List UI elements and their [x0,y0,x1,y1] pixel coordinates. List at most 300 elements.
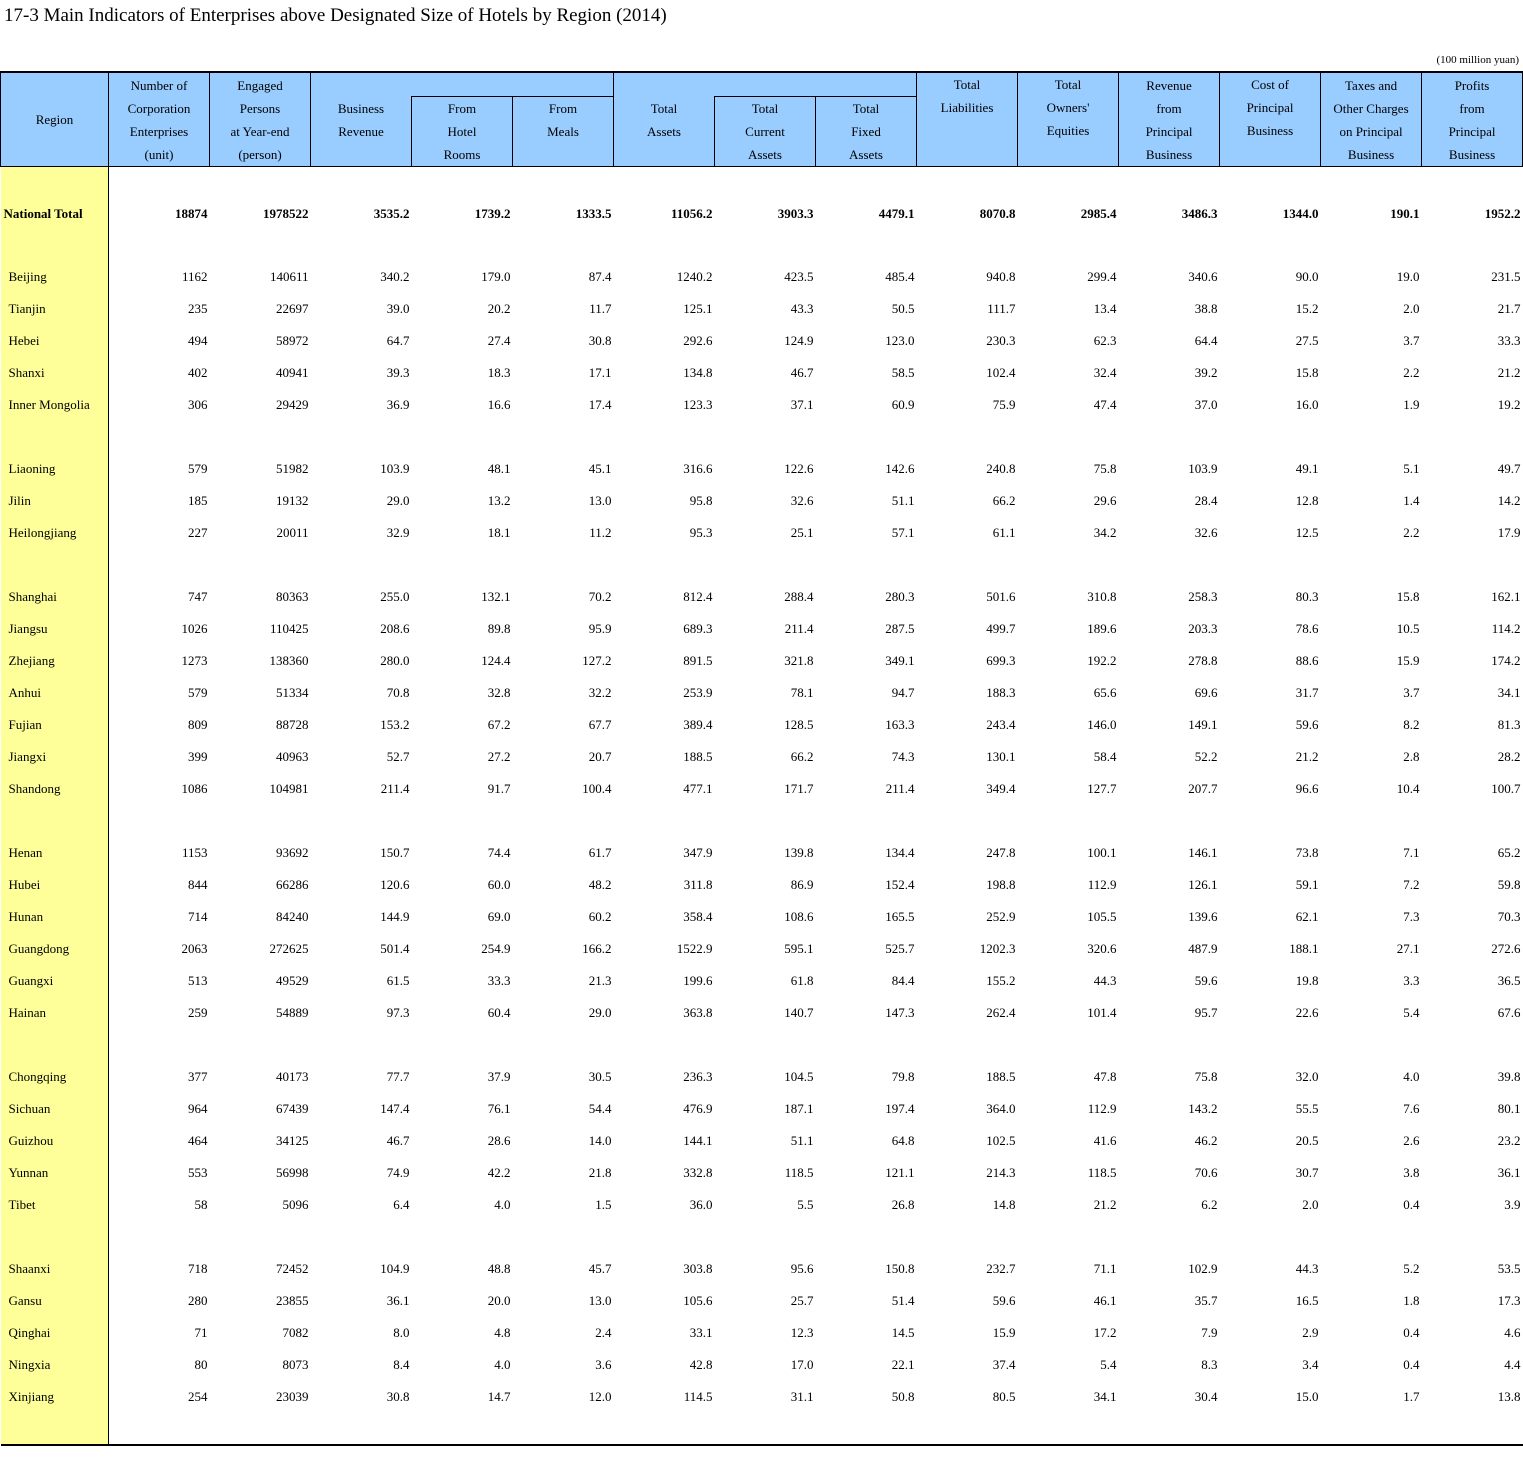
value-cell: 280.0 [380,652,410,668]
region-cell: Beijing [1,261,109,293]
value-cell: 2985.4 [1080,205,1117,221]
region-cell [1,167,109,199]
value-cell: 17.0 [790,1356,814,1372]
value-cell: 93692 [276,844,309,860]
value-cell: 105.6 [683,1292,713,1308]
region-cell: Yunnan [1,1157,109,1189]
value-cell: 65.2 [1497,844,1521,860]
value-cell: 255.0 [380,588,410,604]
value-cell: 20.0 [487,1292,511,1308]
region-cell [1,229,109,261]
value-cell: 3.8 [1403,1164,1420,1180]
value-cell [412,805,513,837]
value-cell: 95.7 [1194,1004,1218,1020]
value-cell [513,167,614,199]
value-cell: 127.2 [582,652,612,668]
value-cell: 188.5 [683,748,713,764]
value-cell: 87.4 [588,268,612,284]
value-cell: 51.1 [891,492,915,508]
value-cell [917,167,1018,199]
value-cell: 2.9 [1302,1324,1319,1340]
value-cell: 332.8 [683,1164,713,1180]
value-cell: 17.2 [1093,1324,1117,1340]
value-cell: 199.6 [683,972,713,988]
value-cell: 1240.2 [676,268,713,284]
value-cell: 7.2 [1403,876,1420,892]
value-cell: 211.4 [380,780,410,796]
value-cell: 4479.1 [878,205,915,221]
value-cell: 114.5 [683,1388,713,1404]
value-cell: 292.6 [683,332,713,348]
value-cell: 579 [188,460,208,476]
value-cell: 377 [188,1068,208,1084]
value-cell: 74.3 [891,748,915,764]
value-cell: 60.9 [891,396,915,412]
region-cell [1,1221,109,1253]
value-cell: 88.6 [1295,652,1319,668]
value-cell: 364.0 [986,1100,1016,1116]
value-cell: 19.2 [1497,396,1521,412]
value-cell: 66286 [276,876,309,892]
table-row [1,453,1523,485]
value-cell: 1978522 [263,205,309,221]
value-cell: 211.4 [885,780,915,796]
table-row [1,613,1523,645]
value-cell: 75.8 [1194,1068,1218,1084]
value-cell: 5.5 [797,1196,814,1212]
value-cell: 4.0 [494,1356,511,1372]
value-cell [210,1413,311,1445]
value-cell: 70.8 [386,684,410,700]
value-cell: 1153 [181,844,208,860]
region-cell: Shaanxi [1,1253,109,1285]
region-cell: Tianjin [1,293,109,325]
value-cell: 203.3 [1188,620,1218,636]
value-cell: 32.4 [1093,364,1117,380]
value-cell: 1.9 [1403,396,1420,412]
value-cell [1018,229,1119,261]
value-cell: 272625 [269,940,309,956]
value-cell: 103.9 [380,460,410,476]
value-cell: 15.2 [1295,300,1319,316]
value-cell: 150.7 [380,844,410,860]
value-cell: 252.9 [986,908,1016,924]
value-cell [715,1029,816,1061]
value-cell: 1739.2 [474,205,511,221]
spacer-row [1,1413,1523,1445]
value-cell [816,1029,917,1061]
value-cell: 101.4 [1087,1004,1117,1020]
value-cell: 278.8 [1188,652,1218,668]
value-cell [1422,549,1523,581]
value-cell: 8.3 [1201,1356,1218,1372]
value-cell [614,549,715,581]
table-row [1,1317,1523,1349]
value-cell [1220,805,1321,837]
table-row [1,517,1523,549]
value-cell: 7.3 [1403,908,1420,924]
value-cell: 66.2 [992,492,1016,508]
value-cell: 320.6 [1087,940,1117,956]
value-cell: 10.4 [1396,780,1420,796]
value-cell: 81.3 [1497,716,1521,732]
value-cell [715,805,816,837]
value-cell: 29.0 [588,1004,612,1020]
value-cell: 258.3 [1188,588,1218,604]
value-cell: 53.5 [1497,1260,1521,1276]
value-cell: 84.4 [891,972,915,988]
value-cell: 1273 [181,652,208,668]
value-cell: 134.8 [683,364,713,380]
value-cell: 88728 [276,716,309,732]
value-cell [109,167,210,199]
value-cell: 102.5 [986,1132,1016,1148]
value-cell: 59.6 [1295,716,1319,732]
value-cell: 280.3 [885,588,915,604]
region-cell: Fujian [1,709,109,741]
region-cell: Ningxia [1,1349,109,1381]
value-cell: 111.7 [987,300,1016,316]
table-row [1,1093,1523,1125]
region-cell: Hubei [1,869,109,901]
value-cell: 140.7 [784,1004,814,1020]
value-cell: 8.4 [393,1356,410,1372]
value-cell: 11.7 [589,300,612,316]
value-cell: 227 [188,524,208,540]
table-row [1,485,1523,517]
table-row [1,933,1523,965]
value-cell: 166.2 [582,940,612,956]
value-cell [816,1413,917,1445]
value-cell [513,805,614,837]
value-cell [412,1029,513,1061]
table-row [1,869,1523,901]
value-cell: 70.2 [588,588,612,604]
value-cell: 553 [188,1164,208,1180]
table-row [1,997,1523,1029]
value-cell: 16.6 [487,396,511,412]
header-corp-enterprises: Number of Corporation Enterprises (unit) [109,72,210,167]
value-cell: 306 [188,396,208,412]
value-cell: 162.1 [1491,588,1521,604]
value-cell: 699.3 [986,652,1016,668]
value-cell [210,1029,311,1061]
value-cell: 12.5 [1295,524,1319,540]
value-cell: 64.4 [1194,332,1218,348]
value-cell: 207.7 [1188,780,1218,796]
value-cell [513,1413,614,1445]
value-cell: 14.7 [487,1388,511,1404]
value-cell: 23855 [276,1292,309,1308]
value-cell [1321,229,1422,261]
header-region: Region [1,72,109,167]
value-cell: 126.1 [1188,876,1218,892]
value-cell: 1202.3 [979,940,1016,956]
value-cell: 189.6 [1087,620,1117,636]
value-cell: 46.7 [790,364,814,380]
value-cell: 48.8 [487,1260,511,1276]
value-cell [614,421,715,453]
region-cell: Qinghai [1,1317,109,1349]
value-cell: 689.3 [683,620,713,636]
region-cell: Guangdong [1,933,109,965]
value-cell: 3.7 [1403,684,1420,700]
value-cell: 139.8 [784,844,814,860]
value-cell [1018,421,1119,453]
value-cell: 28.2 [1497,748,1521,764]
value-cell: 147.4 [380,1100,410,1116]
value-cell: 25.7 [790,1292,814,1308]
region-cell: Jilin [1,485,109,517]
value-cell: 120.6 [380,876,410,892]
value-cell: 70.6 [1194,1164,1218,1180]
value-cell: 71.1 [1093,1260,1117,1276]
value-cell: 14.8 [992,1196,1016,1212]
value-cell [1018,1029,1119,1061]
value-cell: 3535.2 [373,205,410,221]
value-cell: 187.1 [784,1100,814,1116]
region-cell: Hainan [1,997,109,1029]
value-cell: 487.9 [1188,940,1218,956]
value-cell: 40173 [276,1068,309,1084]
value-cell [513,1029,614,1061]
table-row [1,709,1523,741]
value-cell: 76.1 [487,1100,511,1116]
value-cell: 100.7 [1491,780,1521,796]
region-cell: Henan [1,837,109,869]
value-cell: 477.1 [683,780,713,796]
value-cell: 64.8 [891,1132,915,1148]
value-cell: 66.2 [790,748,814,764]
value-cell [917,421,1018,453]
table-row [1,773,1523,805]
value-cell [311,229,412,261]
value-cell: 13.0 [588,1292,612,1308]
value-cell: 14.2 [1497,492,1521,508]
value-cell: 18.1 [487,524,511,540]
value-cell [1220,1221,1321,1253]
value-cell: 54.4 [588,1100,612,1116]
value-cell: 102.4 [986,364,1016,380]
value-cell: 67.6 [1497,1004,1521,1020]
header-assets-group [614,72,917,97]
value-cell: 114.2 [1491,620,1521,636]
value-cell: 51.4 [891,1292,915,1308]
region-cell: Shanxi [1,357,109,389]
value-cell: 1.7 [1403,1388,1420,1404]
page-title: 17-3 Main Indicators of Enterprises above Designated Size of Hotels by Region (2014) [4,5,667,26]
value-cell [1119,549,1220,581]
table-row [1,1061,1523,1093]
value-cell: 86.9 [790,876,814,892]
value-cell: 69.0 [487,908,511,924]
value-cell: 32.8 [487,684,511,700]
value-cell: 1162 [181,268,208,284]
value-cell [1422,1413,1523,1445]
value-cell [816,229,917,261]
value-cell: 188.1 [1289,940,1319,956]
value-cell: 110425 [269,620,309,636]
value-cell: 513 [188,972,208,988]
region-cell: Jiangsu [1,613,109,645]
value-cell: 3.6 [595,1356,612,1372]
value-cell: 80.5 [992,1388,1016,1404]
value-cell [1018,1221,1119,1253]
table-row [1,357,1523,389]
table-row [1,1253,1523,1285]
value-cell: 75.8 [1093,460,1117,476]
header-revenue-group [311,72,614,97]
value-cell: 0.4 [1403,1324,1420,1340]
value-cell: 123.0 [885,332,915,348]
region-cell [1,805,109,837]
value-cell: 254 [188,1388,208,1404]
table-row [1,1125,1523,1157]
value-cell: 144.1 [683,1132,713,1148]
value-cell: 208.6 [380,620,410,636]
value-cell [715,229,816,261]
region-cell: Shanghai [1,581,109,613]
value-cell: 118.5 [784,1164,814,1180]
value-cell: 303.8 [683,1260,713,1276]
spacer-row [1,229,1523,261]
value-cell: 2.0 [1403,300,1420,316]
value-cell [513,1221,614,1253]
header-revenue-principal: Revenue from Principal Business [1119,72,1220,167]
value-cell: 1.8 [1403,1292,1420,1308]
value-cell: 59.6 [992,1292,1016,1308]
value-cell: 61.7 [588,844,612,860]
value-cell: 123.3 [683,396,713,412]
header-from-meals: From Meals [513,97,614,167]
value-cell: 51334 [276,684,309,700]
value-cell: 60.2 [588,908,612,924]
value-cell: 595.1 [784,940,814,956]
value-cell: 118.5 [1087,1164,1117,1180]
value-cell: 36.5 [1497,972,1521,988]
value-cell: 179.0 [481,268,511,284]
value-cell: 299.4 [1087,268,1117,284]
spacer-row [1,549,1523,581]
value-cell: 7082 [282,1324,309,1340]
value-cell [1321,421,1422,453]
value-cell: 254.9 [481,940,511,956]
value-cell: 499.7 [986,620,1016,636]
value-cell: 174.2 [1491,652,1521,668]
region-cell: Chongqing [1,1061,109,1093]
value-cell: 30.7 [1295,1164,1319,1180]
value-cell: 51.1 [790,1132,814,1148]
value-cell [109,549,210,581]
value-cell: 8073 [282,1356,309,1372]
value-cell: 36.0 [689,1196,713,1212]
value-cell: 27.5 [1295,332,1319,348]
value-cell [1119,421,1220,453]
value-cell: 27.2 [487,748,511,764]
value-cell: 40963 [276,748,309,764]
value-cell [715,549,816,581]
value-cell: 46.7 [386,1132,410,1148]
value-cell: 30.5 [588,1068,612,1084]
value-cell: 4.0 [1403,1068,1420,1084]
value-cell [1018,167,1119,199]
value-cell: 389.4 [683,716,713,732]
header-cost-principal: Cost of Principal Business [1220,72,1321,167]
value-cell: 188.3 [986,684,1016,700]
value-cell: 39.2 [1194,364,1218,380]
region-cell: Guizhou [1,1125,109,1157]
value-cell: 78.1 [790,684,814,700]
value-cell: 39.3 [386,364,410,380]
value-cell: 61.8 [790,972,814,988]
value-cell: 44.3 [1295,1260,1319,1276]
region-cell: Xinjiang [1,1381,109,1413]
value-cell: 102.9 [1188,1260,1218,1276]
value-cell: 197.4 [885,1100,915,1116]
value-cell: 6.4 [393,1196,410,1212]
value-cell: 891.5 [683,652,713,668]
region-cell: Heilongjiang [1,517,109,549]
value-cell: 67.2 [487,716,511,732]
value-cell: 21.2 [1295,748,1319,764]
value-cell [917,1413,1018,1445]
value-cell: 91.7 [487,780,511,796]
value-cell: 399 [188,748,208,764]
value-cell: 140611 [269,268,309,284]
value-cell: 80363 [276,588,309,604]
value-cell: 1.4 [1403,492,1420,508]
value-cell [917,229,1018,261]
table-row [1,741,1523,773]
value-cell [614,1413,715,1445]
spacer-row [1,1221,1523,1253]
value-cell: 37.0 [1194,396,1218,412]
value-cell: 236.3 [683,1068,713,1084]
value-cell [1018,549,1119,581]
value-cell: 14.0 [588,1132,612,1148]
value-cell: 185 [188,492,208,508]
value-cell: 30.8 [588,332,612,348]
value-cell: 340.6 [1188,268,1218,284]
value-cell: 1522.9 [676,940,713,956]
value-cell: 310.8 [1087,588,1117,604]
value-cell: 494 [188,332,208,348]
value-cell: 58 [194,1196,208,1212]
value-cell: 112.9 [1087,1100,1117,1116]
value-cell: 2.2 [1403,364,1420,380]
value-cell: 1026 [181,620,208,636]
value-cell: 15.0 [1295,1388,1319,1404]
value-cell [917,1029,1018,1061]
value-cell: 4.0 [494,1196,511,1212]
value-cell: 80.3 [1295,588,1319,604]
value-cell: 72452 [276,1260,309,1276]
table-row [1,645,1523,677]
value-cell: 240.8 [986,460,1016,476]
value-cell: 32.0 [1295,1068,1319,1084]
value-cell: 22.1 [891,1356,915,1372]
value-cell [1422,229,1523,261]
value-cell [1422,805,1523,837]
value-cell: 940.8 [986,268,1016,284]
value-cell: 402 [188,364,208,380]
value-cell: 48.1 [487,460,511,476]
value-cell: 12.3 [790,1324,814,1340]
value-cell: 5096 [282,1196,309,1212]
region-cell: Guangxi [1,965,109,997]
value-cell: 230.3 [986,332,1016,348]
value-cell: 35.7 [1194,1292,1218,1308]
